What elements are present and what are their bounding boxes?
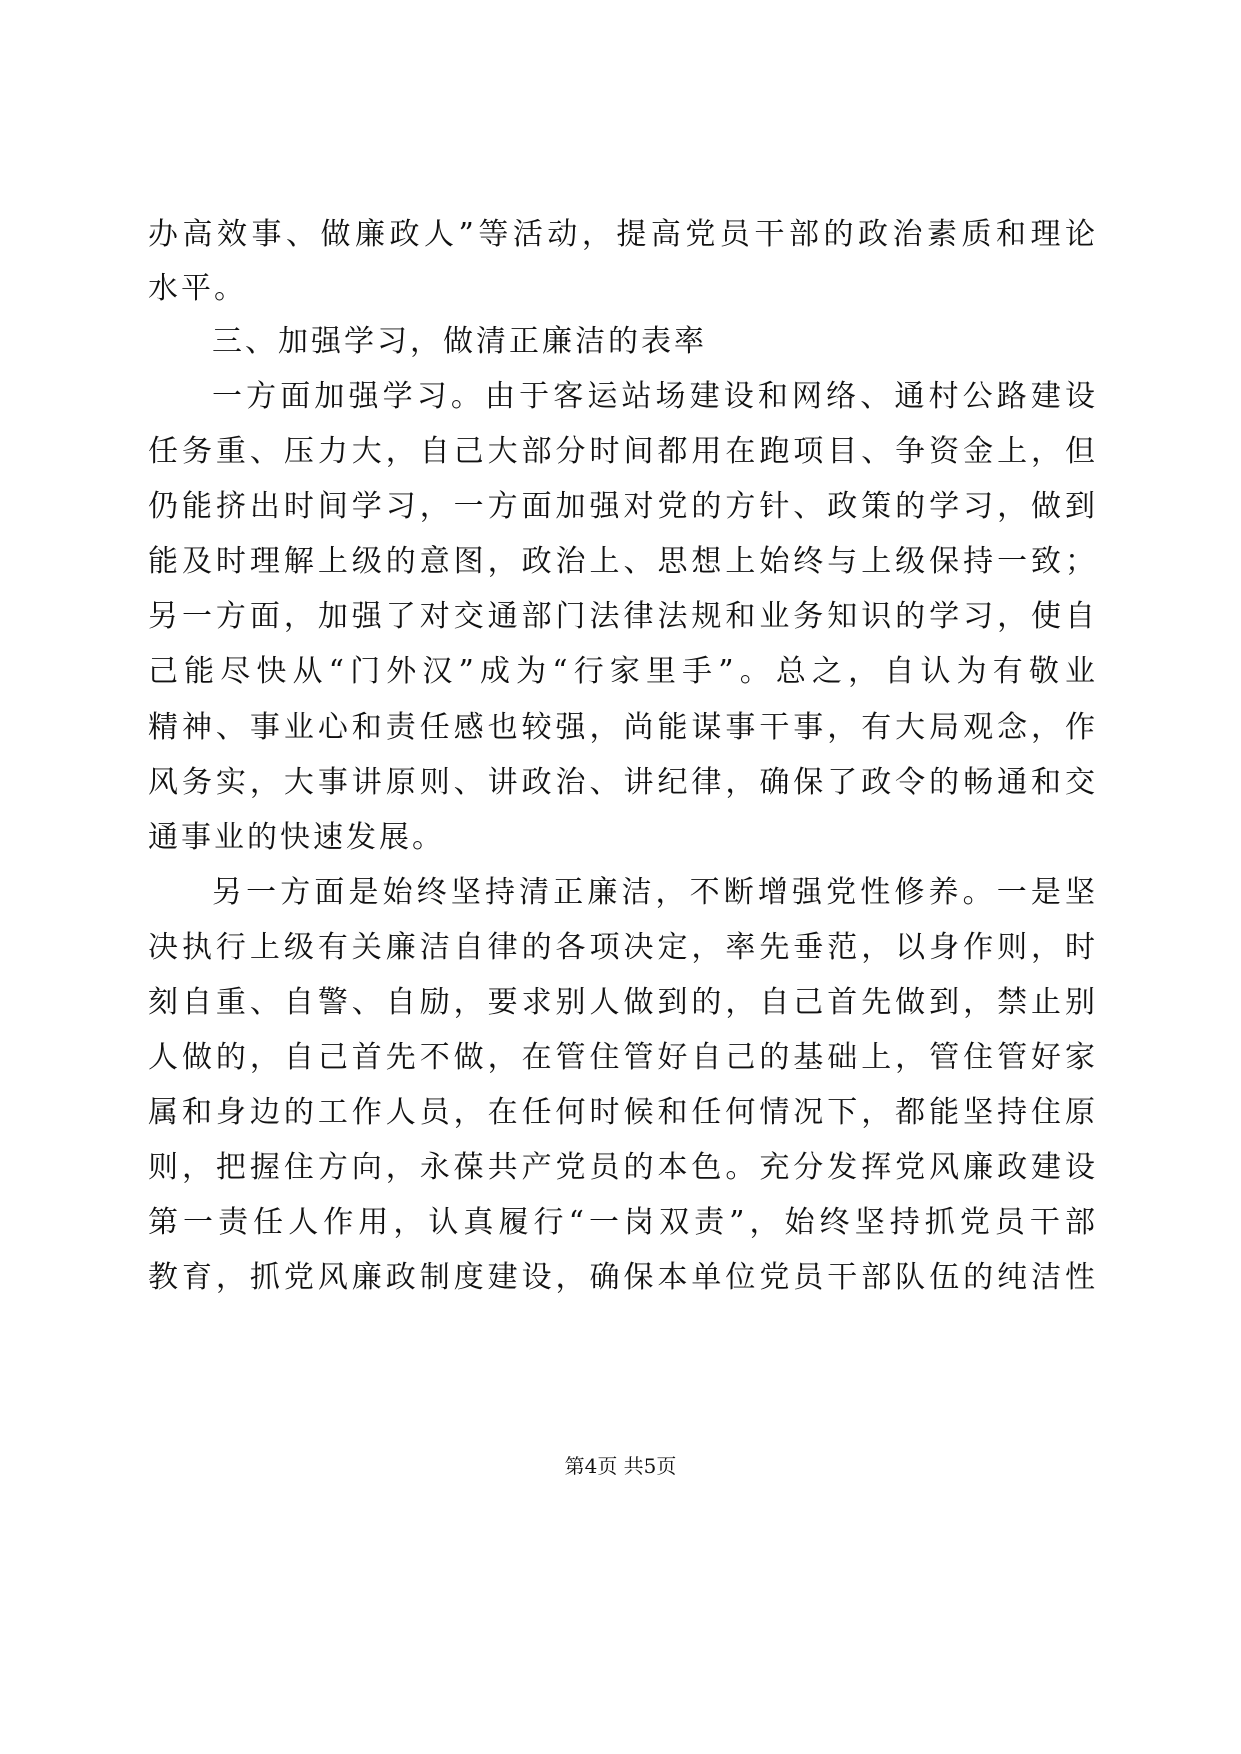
text-line: 通事业的快速发展。 [148,820,445,855]
text-line: 风务实，大事讲原则、讲政治、讲纪律，确保了政令的畅通和交 [148,765,1095,800]
text-line: 精神、事业心和责任感也较强，尚能谋事干事，有大局观念，作 [148,710,1095,745]
section-heading: 三、加强学习，做清正廉洁的表率 [212,324,707,359]
page-footer: 第4页 共5页 [564,1454,677,1478]
text-line: 仍能挤出时间学习，一方面加强对党的方针、政策的学习，做到 [148,489,1095,524]
text-line: 一方面加强学习。由于客运站场建设和网络、通村公路建设 [212,379,1095,414]
text-line: 另一方面是始终坚持清正廉洁，不断增强党性修养。一是坚 [212,875,1095,910]
text-line: 水平。 [148,271,247,306]
text-line: 教育，抓党风廉政制度建设，确保本单位党员干部队伍的纯洁性 [148,1260,1095,1295]
text-line: 第一责任人作用，认真履行“一岗双责”，始终坚持抓党员干部 [148,1205,1095,1240]
text-line: 能及时理解上级的意图，政治上、思想上始终与上级保持一致； [148,544,1095,579]
text-line: 办高效事、做廉政人”等活动，提高党员干部的政治素质和理论 [148,217,1095,252]
text-line: 则，把握住方向，永葆共产党员的本色。充分发挥党风廉政建设 [148,1150,1095,1185]
text-line: 另一方面，加强了对交通部门法律法规和业务知识的学习，使自 [148,599,1095,634]
text-line: 任务重、压力大，自己大部分时间都用在跑项目、争资金上，但 [148,434,1095,469]
text-line: 属和身边的工作人员，在任何时候和任何情况下，都能坚持住原 [148,1095,1095,1130]
text-line: 刻自重、自警、自励，要求别人做到的，自己首先做到，禁止别 [148,985,1095,1020]
text-line: 决执行上级有关廉洁自律的各项决定，率先垂范，以身作则，时 [148,930,1095,965]
text-line: 人做的，自己首先不做，在管住管好自己的基础上，管住管好家 [148,1040,1095,1075]
text-line: 己能尽快从“门外汉”成为“行家里手”。总之，自认为有敬业 [148,654,1095,689]
